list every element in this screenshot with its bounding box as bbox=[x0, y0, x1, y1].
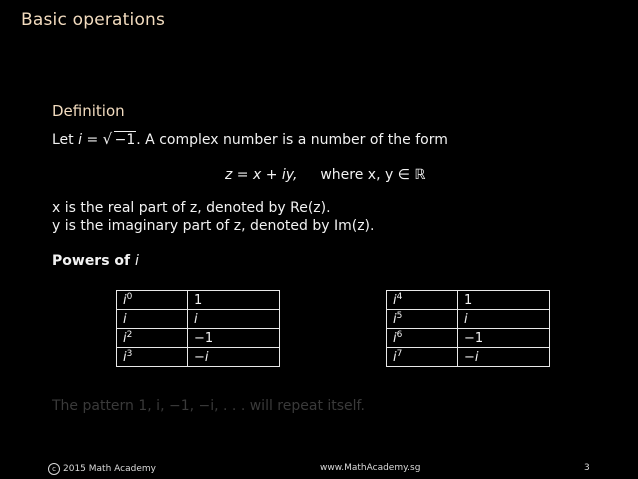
power-cell bbox=[387, 348, 458, 367]
power-exponent: 7 bbox=[396, 348, 403, 359]
pattern-note: The pattern 1, i, −1, −i, . . . will repeat itself. bbox=[52, 398, 365, 414]
equals-sign: = bbox=[86, 132, 99, 148]
power-value: −i bbox=[188, 348, 280, 367]
sqrt-radicand: −1 bbox=[114, 132, 136, 148]
table-row bbox=[387, 291, 550, 310]
display-equation bbox=[225, 167, 425, 183]
power-base: i bbox=[123, 292, 127, 308]
power-value: −i bbox=[458, 348, 550, 367]
power-base: i bbox=[393, 330, 397, 346]
power-exponent: 3 bbox=[126, 348, 133, 359]
power-base: i bbox=[123, 349, 127, 365]
power-cell bbox=[117, 329, 188, 348]
definition-line bbox=[52, 132, 448, 148]
table-row bbox=[387, 310, 550, 329]
power-base: i bbox=[123, 311, 127, 327]
power-base: i bbox=[393, 349, 397, 365]
frame-title: Basic operations bbox=[21, 10, 166, 30]
table-row bbox=[117, 348, 280, 367]
power-cell bbox=[387, 310, 458, 329]
power-exponent: 4 bbox=[396, 291, 403, 302]
power-value: −1 bbox=[188, 329, 280, 348]
copyright-icon: c bbox=[48, 463, 60, 475]
table-row bbox=[117, 329, 280, 348]
powers-table-left bbox=[116, 290, 280, 367]
power-base: i bbox=[393, 311, 397, 327]
let-word: Let bbox=[52, 132, 74, 148]
power-exponent: 5 bbox=[396, 310, 403, 321]
power-exponent: 0 bbox=[126, 291, 133, 302]
power-exponent: 2 bbox=[126, 329, 133, 340]
definition-sentence: . A complex number is a number of the form bbox=[136, 132, 448, 148]
imag-part-line: y is the imaginary part of z, denoted by Im(z). bbox=[52, 218, 375, 234]
footer-url: www.MathAcademy.sg bbox=[320, 463, 421, 473]
power-value: 1 bbox=[458, 291, 550, 310]
table-row bbox=[117, 310, 280, 329]
sqrt-expression bbox=[103, 132, 137, 148]
footer-page-number: 3 bbox=[584, 463, 590, 473]
power-value: −1 bbox=[458, 329, 550, 348]
power-cell bbox=[117, 291, 188, 310]
real-part-line: x is the real part of z, denoted by Re(z). bbox=[52, 200, 331, 216]
powers-heading bbox=[52, 253, 139, 269]
power-cell bbox=[117, 310, 188, 329]
power-base: i bbox=[393, 292, 397, 308]
powers-table-right bbox=[386, 290, 550, 367]
table-row bbox=[387, 329, 550, 348]
power-value: i bbox=[188, 310, 280, 329]
power-base: i bbox=[123, 330, 127, 346]
power-cell bbox=[117, 348, 188, 367]
power-cell bbox=[387, 291, 458, 310]
display-equation-lhs: z = x + iy, bbox=[225, 167, 298, 183]
footer-copyright bbox=[48, 463, 156, 475]
powers-heading-text: Powers of bbox=[52, 253, 131, 269]
power-cell bbox=[387, 329, 458, 348]
powers-heading-var: i bbox=[135, 253, 139, 269]
table-row bbox=[117, 291, 280, 310]
power-value: 1 bbox=[188, 291, 280, 310]
footer-copyright-text: 2015 Math Academy bbox=[63, 464, 156, 474]
power-exponent: 6 bbox=[396, 329, 403, 340]
definition-title: Definition bbox=[52, 102, 125, 120]
display-equation-rhs: where x, y ∈ ℝ bbox=[320, 167, 426, 183]
table-row bbox=[387, 348, 550, 367]
imag-unit: i bbox=[78, 132, 82, 148]
power-value: i bbox=[458, 310, 550, 329]
